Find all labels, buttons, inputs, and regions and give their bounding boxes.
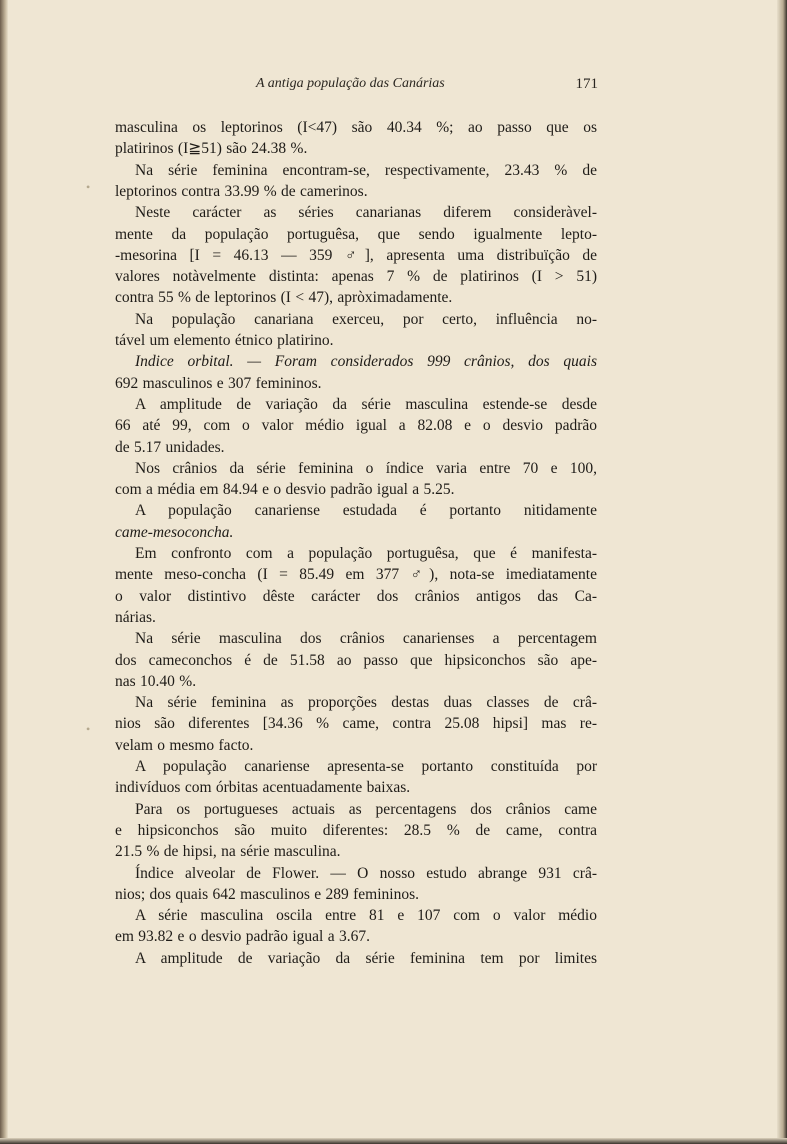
- text-line: A amplitude de variação da série feminina tem por limites: [135, 949, 597, 967]
- text-line: leptorinos contra 33.99 % de camerinos.: [115, 182, 368, 200]
- text-line: nárias.: [115, 608, 156, 626]
- text-line: Para os portugueses actuais as percentagens dos crânios came: [135, 800, 597, 818]
- text-line: indivíduos com órbitas acentuadamente baixas.: [115, 779, 411, 797]
- running-title: A antiga população das Canárias: [256, 76, 445, 91]
- page-number: 171: [575, 76, 598, 92]
- text-line: de 5.17 unidades.: [115, 438, 225, 456]
- margin-dot-mark: •: [86, 180, 91, 194]
- text-line: Na série feminina encontram-se, respectivamente, 23.43 % de: [135, 161, 597, 179]
- text-line: valores notàvelmente distinta: apenas 7 % de platirinos (I > 51): [115, 268, 597, 286]
- page-binding-shadow: [0, 0, 8, 1144]
- text-line: mente meso-concha (I = 85.49 em 377 ♂), nota-se imediatamente: [115, 566, 597, 584]
- text-line: o valor distintivo dêste carácter dos crânios antigos das Ca-: [115, 587, 597, 605]
- text-line: Na série feminina as proporções destas duas classes de crâ-: [135, 694, 597, 712]
- margin-dot-mark: •: [86, 722, 91, 736]
- section-heading-line: Indice orbital. — Foram considerados 999 crânios, dos quais: [135, 353, 597, 371]
- text-line: nios são diferentes [34.36 % came, contra 25.08 hipsi] mas re-: [115, 715, 597, 733]
- text-line: e hipsiconchos são muito diferentes: 28.5 % de came, contra: [115, 821, 597, 839]
- text-line: contra 55 % de leptorinos (I < 47), apròximadamente.: [115, 289, 453, 307]
- text-line: came-mesoconcha.: [115, 523, 234, 541]
- text-line: Em confronto com a população portuguêsa, que é manifesta-: [135, 545, 597, 562]
- text-line: Na série masculina dos crânios canarienses a percentagem: [135, 630, 597, 648]
- text-line: velam o mesmo facto.: [115, 736, 254, 754]
- text-line: 692 masculinos e 307 femininos.: [115, 374, 322, 392]
- text-line: nas 10.40 %.: [115, 672, 197, 690]
- text-line: 21.5 % de hipsi, na série masculina.: [115, 843, 341, 861]
- page-edge-bottom: [0, 1138, 787, 1144]
- text-line: com a média em 84.94 e o desvio padrão igual a 5.25.: [115, 481, 455, 499]
- text-line: A amplitude de variação da série masculina estende-se desde: [135, 395, 597, 413]
- text-line: Na população canariana exerceu, por certo, influência no-: [135, 310, 597, 328]
- text-line: A população canariense estudada é portanto nitidamente: [135, 502, 597, 520]
- text-line: Neste carácter as séries canarianas diferem consideràvel-: [135, 204, 597, 222]
- text-line: masculina os leptorinos (I<47) são 40.34 %; ao passo que os: [115, 119, 597, 136]
- text-line: 66 até 99, com o valor médio igual a 82.08 e o desvio padrão: [115, 417, 597, 435]
- text-line: platirinos (I≧51) são 24.38 %.: [115, 140, 308, 158]
- text-line: -mesorina [I = 46.13 — 359 ♂], apresenta uma distribuïção de: [115, 246, 597, 264]
- text-line: mente da população portuguêsa, que sendo igualmente lepto-: [115, 225, 597, 243]
- page-edge-right: [777, 0, 787, 1144]
- text-line: dos cameconchos é de 51.58 ao passo que hipsiconchos são ape-: [115, 651, 597, 669]
- text-line: nios; dos quais 642 masculinos e 289 femininos.: [115, 885, 420, 903]
- text-line: A população canariense apresenta-se portanto constituída por: [135, 758, 597, 775]
- text-line: Nos crânios da série feminina o índice varia entre 70 e 100,: [135, 459, 597, 477]
- text-line: tável um elemento étnico platirino.: [115, 332, 334, 349]
- text-line: em 93.82 e o desvio padrão igual a 3.67.: [115, 928, 370, 946]
- text-line: A série masculina oscila entre 81 e 107 com o valor médio: [135, 907, 597, 925]
- page-header: [250, 76, 600, 98]
- section-heading-line: Índice alveolar de Flower. — O nosso estudo abrange 931 crâ-: [135, 864, 597, 882]
